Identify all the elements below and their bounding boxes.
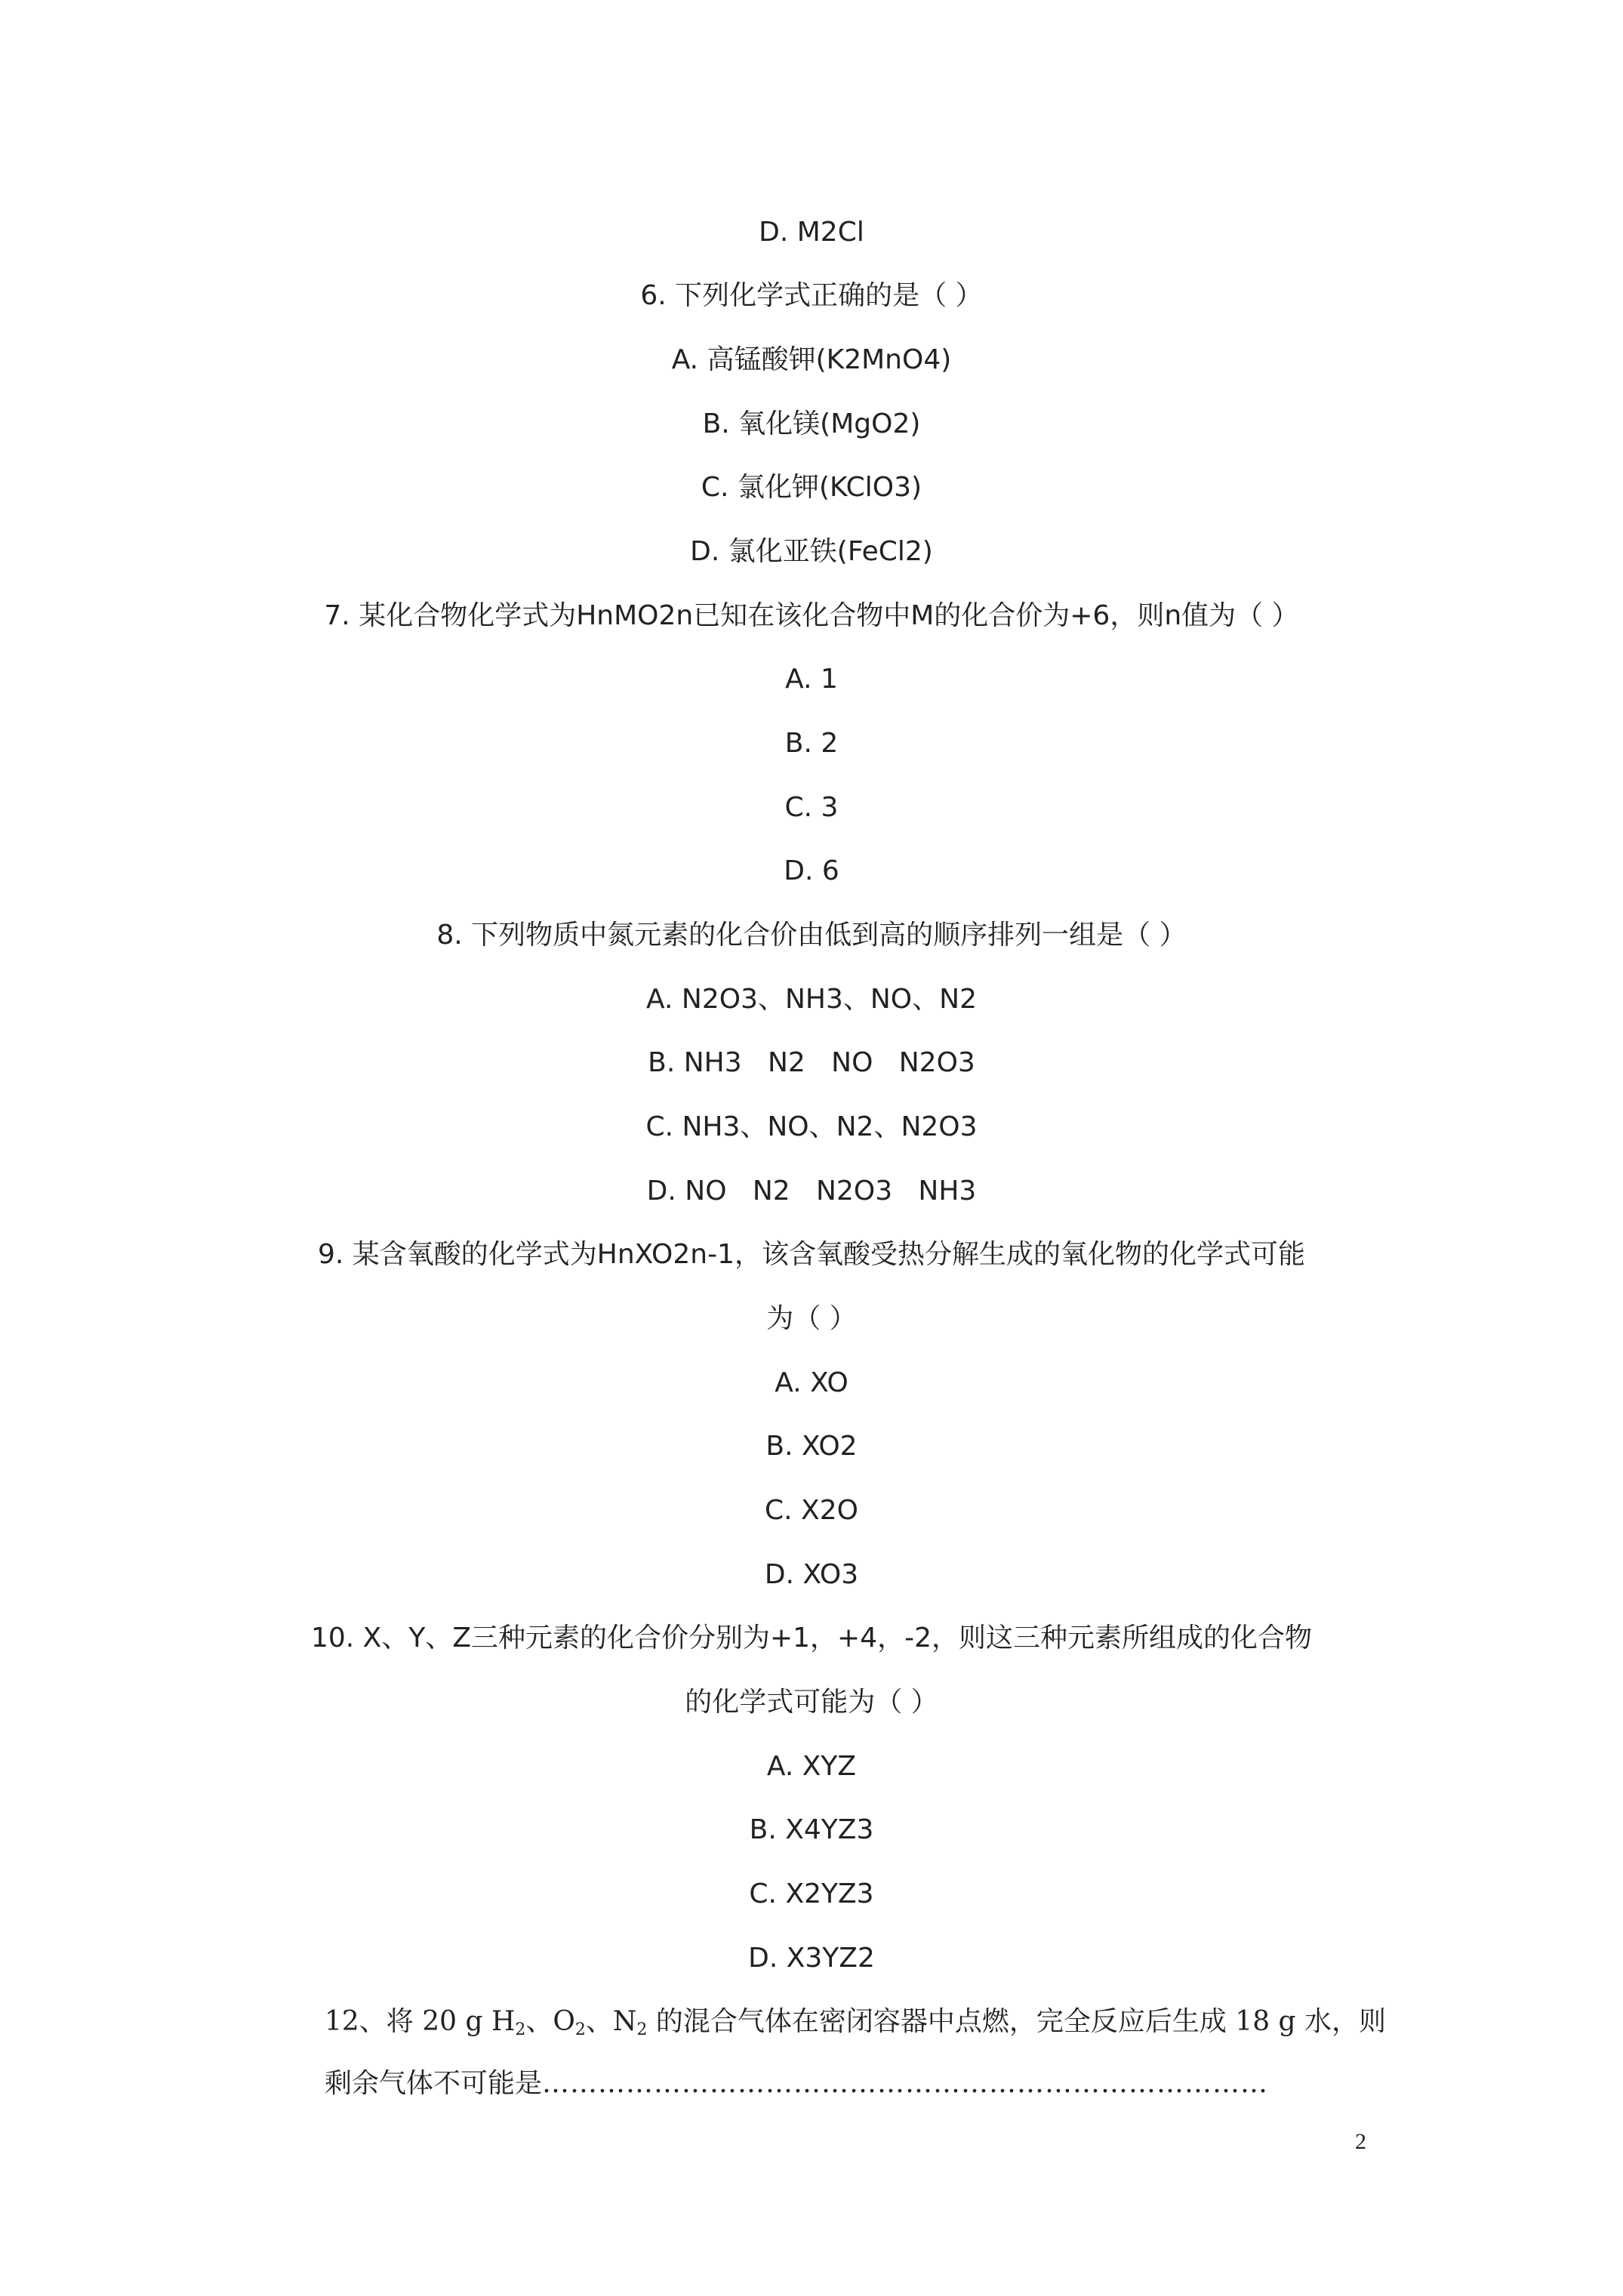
q9-option-d: D. XO3 [764,1559,859,1590]
q9-stem-line1: 9. 某含氧酸的化学式为HnXO2n-1，该含氧酸受热分解生成的氧化物的化学式可能 [318,1239,1305,1270]
q6-option-a: A. 高锰酸钾(K2MnO4) [671,344,952,375]
q12-prefix: 12、将 20 g H [325,2006,516,2037]
q7-option-c: C. 3 [784,792,839,823]
q12-line2-text: 剩余气体不可能是 [325,2068,543,2099]
q9-option-c: C. X2O [765,1495,858,1526]
q9-option-a: A. XO [775,1367,848,1398]
q6-option-c: C. 氯化钾(KClO3) [701,472,922,503]
q10-stem-line1: 10. X、Y、Z三种元素的化合价分别为+1，+4，-2，则这三种元素所组成的化合物 [310,1623,1313,1653]
q10-option-b: B. X4YZ3 [749,1814,874,1845]
q12-sub-o2: 2 [574,2020,586,2039]
q8-stem: 8. 下列物质中氮元素的化合价由低到高的顺序排列一组是（ ） [436,920,1187,951]
q8-option-b: B. NH3 N2 NO N2O3 [648,1047,975,1078]
q9-stem-line2: 为（ ） [766,1303,857,1334]
page-number: 2 [1355,2129,1366,2154]
q6-stem: 6. 下列化学式正确的是（ ） [640,280,983,311]
q7-stem: 7. 某化合物化学式为HnMO2n已知在该化合物中M的化合价为+6，则n值为（ ） [324,600,1299,631]
q6-option-d: D. 氯化亚铁(FeCl2) [690,536,933,567]
q9-option-b: B. XO2 [765,1431,858,1462]
q10-option-d: D. X3YZ2 [748,1943,875,1974]
q12-sep1: 、O [525,2006,575,2037]
q12-sub-n2: 2 [636,2020,648,2039]
q12-dot-leader: …………………………………………………………………… [542,2068,1269,2099]
q8-option-d: D. NO N2 N2O3 NH3 [646,1176,977,1207]
q7-option-a: A. 1 [785,664,838,695]
q7-option-d: D. 6 [784,855,839,886]
q12-stem-line2 [325,2066,1442,2102]
q10-option-a: A. XYZ [766,1751,857,1782]
q12-sub-h2: 2 [515,2020,526,2039]
q7-option-b: B. 2 [784,728,839,759]
q10-option-c: C. X2YZ3 [749,1878,874,1909]
q5-option-d: D. M2Cl [759,217,864,248]
q10-stem-line2: 的化学式可能为（ ） [685,1687,938,1718]
q8-option-a: A. N2O3、NH3、NO、N2 [646,984,977,1015]
q6-option-b: B. 氧化镁(MgO2) [702,408,921,439]
q12-sep2: 、N [585,2006,637,2037]
q8-option-c: C. NH3、NO、N2、N2O3 [645,1111,978,1142]
q12-stem-line1 [325,2004,1442,2048]
q12-rest: 的混合气体在密闭容器中点燃，完全反应后生成 18 g 水，则 [647,2006,1387,2037]
